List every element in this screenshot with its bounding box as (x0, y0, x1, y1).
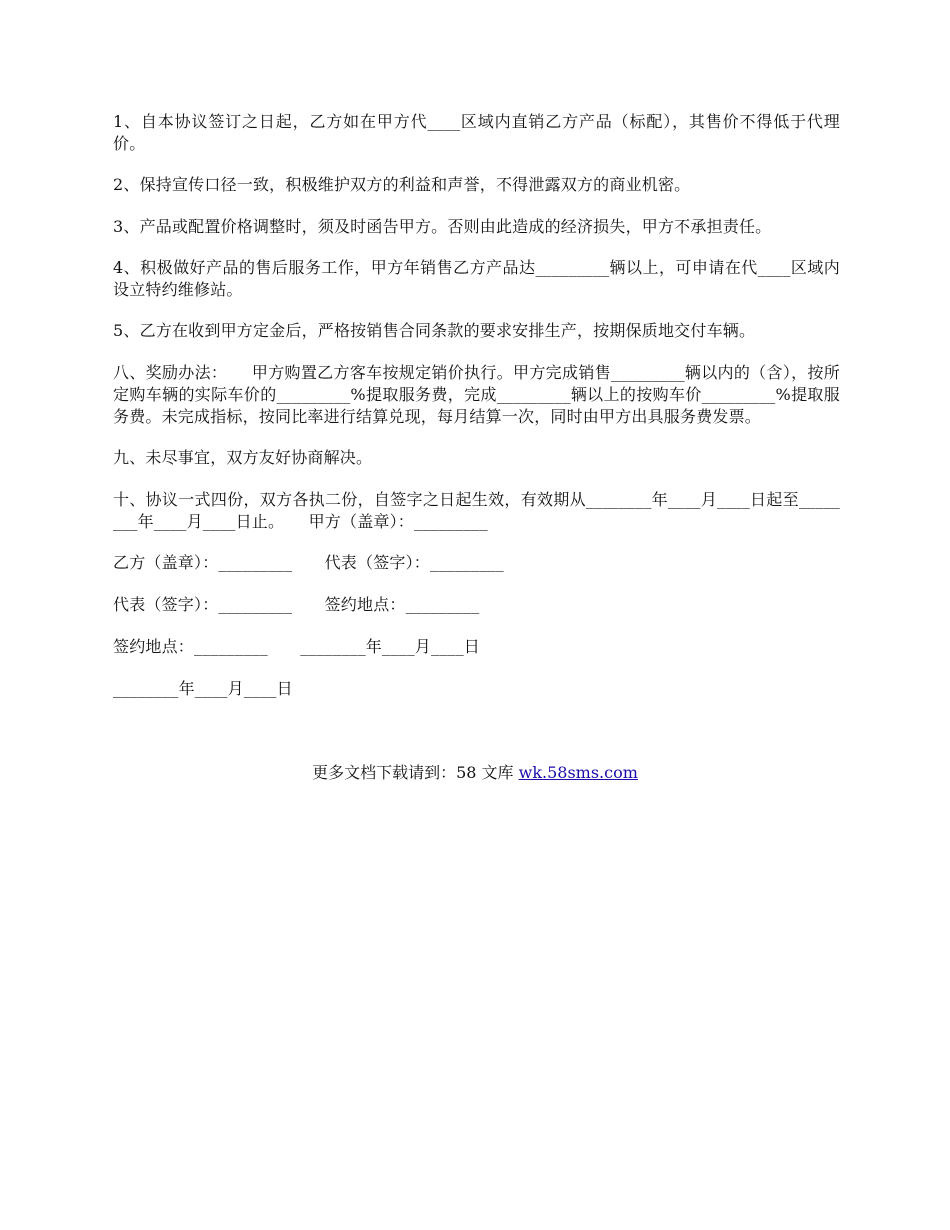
signature-line-3: 签约地点：_________ ________年____月____日 (113, 637, 481, 656)
clause-5-paragraph: 5、乙方在收到甲方定金后，严格按销售合同条款的要求安排生产，按期保质地交付车辆。 (113, 321, 756, 340)
section-10-paragraph: 十、协议一式四份，双方各执二份，自签字之日起生效，有效期从________年____月____日起至________年____月____日止。 甲方（盖章）：_________ (113, 490, 840, 531)
reward-section-paragraph: 八、奖励办法： 甲方购置乙方客车按规定销价执行。甲方完成销售_________辆以内的（含），按所定购车辆的实际车价的_________%提取服务费，完成_________辆以上的按购车价_________%提取服务费。未完成指标，按同比率进行结算兑现，每月结算一次，同时由甲方出具服务费发票。 (113, 363, 840, 426)
clause-3-paragraph: 3、产品或配置价格调整时，须及时函告甲方。否则由此造成的经济损失，甲方不承担责任。 (113, 217, 772, 236)
download-footer (0, 762, 950, 784)
signature-line-4: ________年____月____日 (113, 679, 293, 698)
footer-prefix: 更多文档下载请到：58 文库 (312, 763, 519, 782)
clause-1-paragraph: 1、自本协议签订之日起，乙方如在甲方代____区域内直销乙方产品（标配），其售价不得低于代理价。 (113, 112, 840, 153)
clause-2-paragraph: 2、保持宣传口径一致，积极维护双方的利益和声誉，不得泄露双方的商业机密。 (113, 175, 691, 194)
signature-line-2: 代表（签字）：_________ 签约地点：_________ (113, 595, 480, 614)
document-body (113, 111, 840, 720)
section-9-paragraph: 九、未尽事宜，双方友好协商解决。 (113, 448, 373, 467)
signature-line-1: 乙方（盖章）：_________ 代表（签字）：_________ (113, 553, 504, 572)
clause-4-paragraph: 4、积极做好产品的售后服务工作，甲方年销售乙方产品达_________辆以上，可申请在代____区域内设立特约维修站。 (113, 258, 840, 299)
footer-link[interactable]: wk.58sms.com (518, 763, 638, 782)
